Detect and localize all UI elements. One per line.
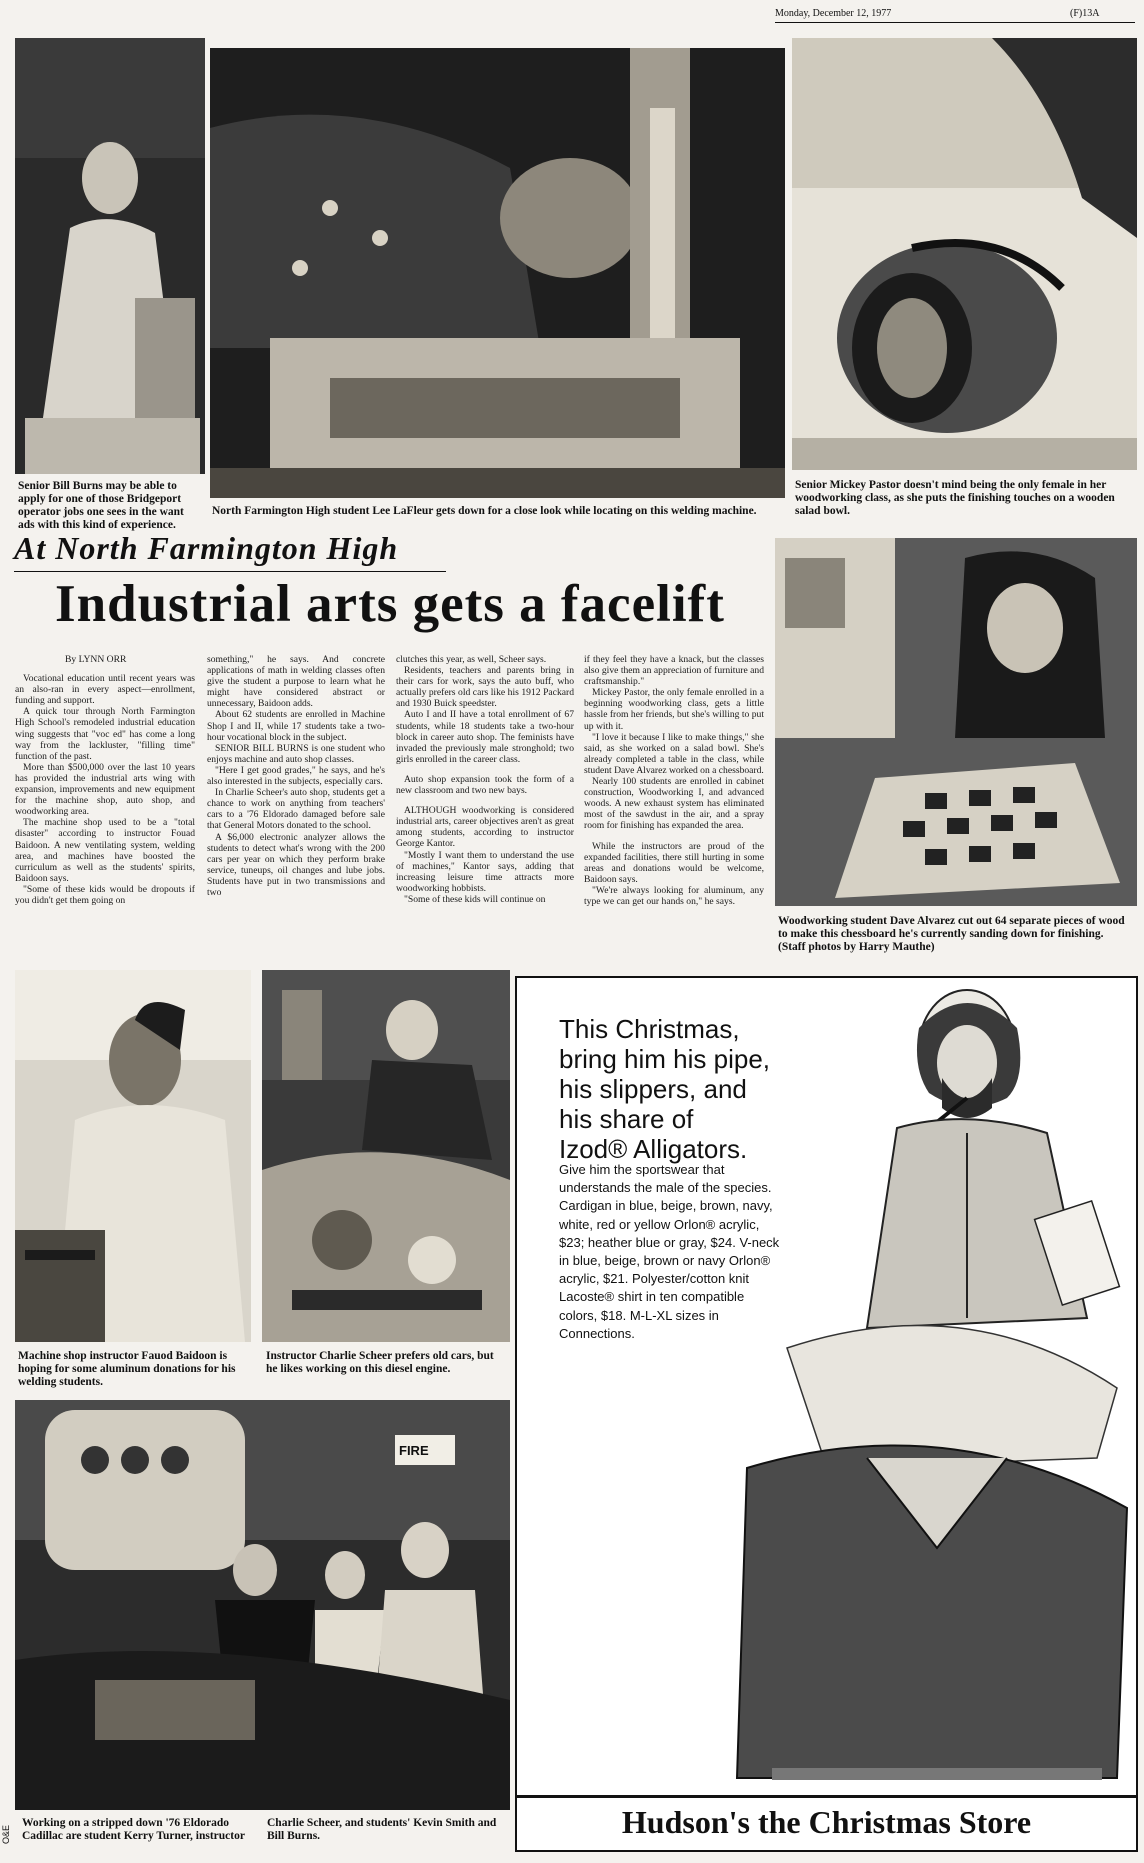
article-column-1 [15, 654, 195, 906]
article-column-4 [584, 654, 764, 907]
byline: By LYNN ORR [65, 654, 127, 665]
paragraph: Mickey Pastor, the only female enrolled in a beginning woodworking class, gets a little hassle from her friends, but she's willing to put up with it. [584, 687, 764, 732]
ad-headline-line: Izod® Alligators. [559, 1134, 748, 1164]
photo-charlie-scheer-engine [262, 970, 510, 1342]
paragraph: if they feel they have a knack, but the classes also give them an appreciation of furniture and craftsmanship." [584, 654, 764, 688]
paragraph: A quick tour through North Farmington High School's remodeled industrial education wing suggests that "voc ed" has come a long way from the lackluster, "filling time" function of the past. [15, 706, 195, 762]
paragraph: While the instructors are proud of the expanded facilities, there still hurting in some areas and donations would be welcome, Baidoon says. [584, 840, 764, 885]
fire-sign: FIRE [399, 1443, 429, 1458]
paragraph: Auto shop expansion took the form of a new classroom and two new bays. [396, 773, 574, 797]
caption-fauod-baidoon: Machine shop instructor Fauod Baidoon is hoping for some aluminum donations for his welding students. [18, 1350, 236, 1388]
paragraph: something," he says. And concrete applications of math in welding classes often give the student a purpose to learn what he might have considered abstract or unnecessary, Baidoon adds. [207, 654, 385, 710]
ad-footer: Hudson's the Christmas Store [517, 1795, 1136, 1848]
article-column-2 [207, 654, 385, 898]
caption-eldorado-a: Working on a stripped down '76 Eldorado Cadillac are student Kerry Turner, instructor [22, 1817, 245, 1842]
paragraph: ALTHOUGH woodworking is considered industrial arts, career objectives aren't as great among students, according to instructor George Kantor. [396, 805, 574, 850]
paragraph: Vocational education until recent years was an also-ran in every aspect—enrollment, funding and support. [15, 673, 195, 707]
paragraph: "Some of these kids would be dropouts if you didn't get them going on [15, 883, 195, 906]
paragraph: "Some of these kids will continue on [404, 893, 546, 905]
paragraph: "Here I get good grades," he says, and he's also interested in the subjects, especially cars. [207, 764, 385, 788]
paragraph: In Charlie Scheer's auto shop, students get a chance to work on anything from teachers' cars to a '76 Eldorado damaged before sale that General Motors donated to the school. [207, 787, 385, 832]
paragraph: "Mostly I want them to understand the use of machines," Kantor says, adding that increasing leisure time attracts more woodworking hobbists. [396, 849, 574, 894]
kicker-rule [14, 571, 446, 572]
caption-lee-lafleur: North Farmington High student Lee LaFleur gets down for a close look while locating on this welding machine. [212, 505, 757, 517]
paragraph: Residents, teachers and parents bring in their cars for work, says the auto buff, who actually prefers old cars like his 1912 Packard and 1930 Buick speedster. [396, 665, 574, 710]
caption-eldorado-b: Charlie Scheer, and students' Kevin Smith and Bill Burns. [267, 1817, 497, 1842]
ad-body-copy: Give him the sportswear that understands the male of the species. Cardigan in blue, beige, brown, navy, white, red or yellow Orlon® acrylic, $23; heather blue or gray, $24. V-neck in blue, beige, brown or navy Orlon® acrylic, $21. Polyester/cotton knit Lacoste® shirt in ten compatible colors, $18. M-L-XL sizes in Connections. [559, 1162, 780, 1341]
photo-fauod-baidoon [15, 970, 251, 1342]
ad-illustration [667, 988, 1132, 1788]
article-headline: Industrial arts gets a facelift [55, 575, 725, 633]
paragraph: A $6,000 electronic analyzer allows the students to detect what's wrong with the 200 cars per year on which they perform brake service, tuneups, oil changes and lube jobs. Students have put in two transmissions and two [207, 831, 385, 898]
photo-lee-lafleur [210, 48, 785, 498]
caption-dave-alvarez: Woodworking student Dave Alvarez cut out 64 separate pieces of wood to make this chessboard he's currently sanding down for finishing. (Staff photos by Harry Mauthe) [778, 915, 1125, 953]
paragraph: About 62 students are enrolled in Machine Shop I and II, while 17 students take a two-hour vocational block in the subject. [207, 709, 385, 743]
ad-headline-line: This Christmas, [559, 1014, 740, 1044]
photo-bill-burns [15, 38, 205, 474]
article-column-3 [396, 654, 574, 905]
ad-headline-line: his share of [559, 1104, 694, 1134]
ad-headline-line: bring him his pipe, [559, 1044, 770, 1074]
paragraph: More than $500,000 over the last 10 years has provided the industrial arts wing with expansion, improvements and new equipment for the machine shop, auto shop, and woodworking area. [15, 761, 195, 818]
paragraph: "We're always looking for aluminum, any type we can get our hands on," he says. [584, 884, 764, 907]
page-code: (F)13A [1070, 8, 1100, 19]
margin-code: O&E [1, 1825, 11, 1845]
paragraph: Auto I and II have a total enrollment of 67 students, while 18 students take a two-hour block in career auto shop. The feminists have invaded the previously male stronghold; two girls enrolled in the career class. [396, 709, 574, 765]
ad-headline-line: his slippers, and [559, 1074, 747, 1104]
photo-mickey-pastor [792, 38, 1137, 470]
photo-eldorado-group [15, 1400, 510, 1810]
paragraph: "I love it because I like to make things," she said, as she worked on a salad bowl. She's already completed a table in the class, while student Dave Alvarez worked on a chessboard. [584, 731, 764, 776]
article-kicker: At North Farmington High [14, 530, 399, 566]
paragraph: clutches this year, as well, Scheer says. [396, 654, 547, 665]
caption-bill-burns: Senior Bill Burns may be able to apply for one of those Bridgeport operator jobs one sees in the want ads with this kind of experience. [18, 480, 184, 531]
hudsons-advertisement [515, 976, 1138, 1852]
caption-mickey-pastor: Senior Mickey Pastor doesn't mind being the only female in her woodworking class, as she puts the finishing touches on a wooden salad bowl. [795, 479, 1115, 517]
paragraph: SENIOR BILL BURNS is one student who enjoys machine and auto shop classes. [207, 742, 385, 765]
caption-charlie-scheer: Instructor Charlie Scheer prefers old cars, but he likes working on this diesel engine. [266, 1350, 494, 1375]
photo-dave-alvarez [775, 538, 1137, 906]
paragraph: The machine shop used to be a "total disaster" according to instructor Fouad Baidoon. A new ventilating system, welding area, and machines have boosted the curriculum as well as the students' spirits, Baidoon says. [15, 817, 195, 884]
header-rule [775, 22, 1135, 23]
date-line: Monday, December 12, 1977 [775, 8, 892, 19]
paragraph: Nearly 100 students are enrolled in cabinet construction, Woodworking I, and advanced woods. A new exhaust system has eliminated most of the sawdust in the air, and a spray room for finishing has expanded the area. [584, 776, 764, 832]
